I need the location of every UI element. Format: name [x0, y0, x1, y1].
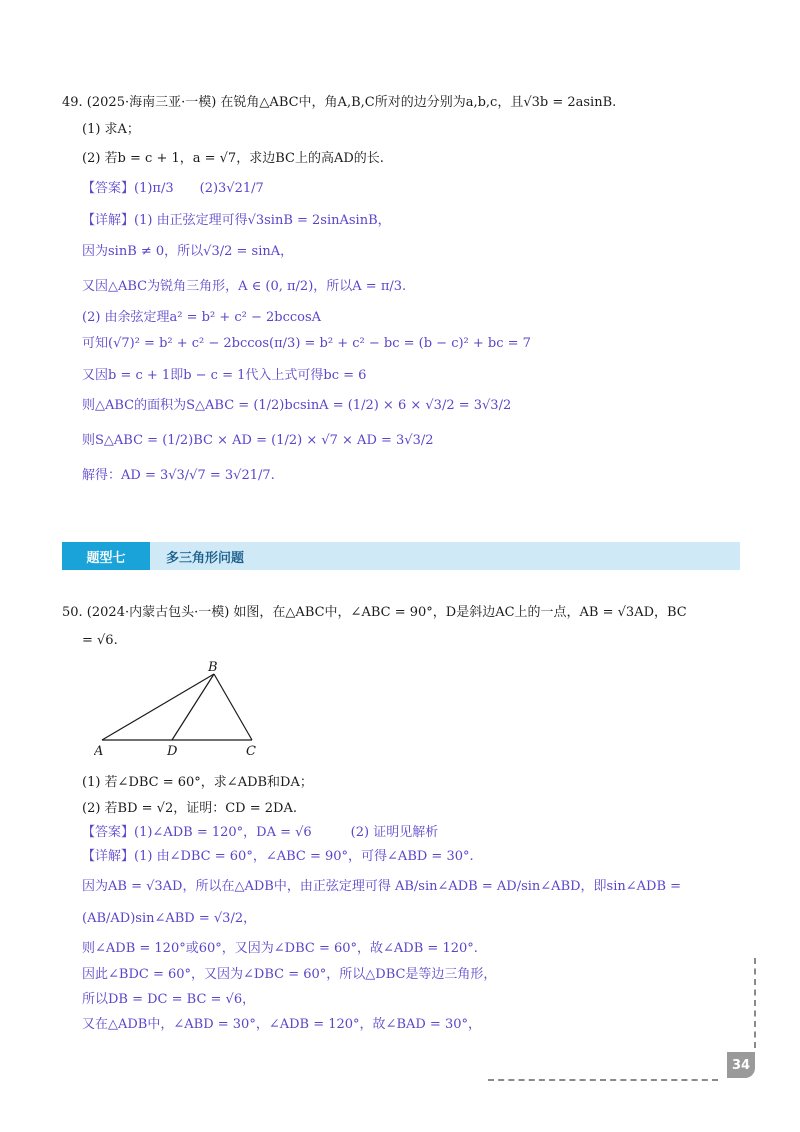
- problem-50-step-1: [82, 848, 474, 866]
- section-title: 多三角形问题: [166, 550, 245, 566]
- problem-49-stem: 49. (2025·海南三亚·一模) 在锐角△ABC中，角A,B,C所对的边分别为a,b,c，且√3b = 2asinB.: [62, 95, 617, 110]
- problem-49-part-2: (2) 若b = c + 1，a = √7，求边BC上的高AD的长.: [82, 151, 384, 166]
- problem-50-stem-line-1: 50. (2024·内蒙古包头·一模) 如图，在△ABC中，∠ABC = 90°，D是斜边AC上的一点，AB = √3AD，BC: [62, 605, 687, 620]
- answer-tag: 【答案】: [82, 181, 135, 196]
- label-a: A: [94, 744, 104, 758]
- label-d: D: [167, 744, 178, 758]
- label-c: C: [246, 744, 256, 758]
- problem-49-step-5: 可知(√7)² = b² + c² − 2bccos(π/3) = b² + c² − bc = (b − c)² + bc = 7: [82, 336, 531, 351]
- problem-49-step-4: (2) 由余弦定理a² = b² + c² − 2bccosA: [82, 310, 322, 325]
- problem-49-step-9: 解得：AD = 3√3/√7 = 3√21/7.: [82, 468, 275, 483]
- section-label: 题型七: [62, 542, 150, 570]
- problem-49-step-8: 则S△ABC = (1/2)BC × AD = (1/2) × √7 × AD = 3√3/2: [82, 433, 434, 448]
- triangle-figure: [94, 658, 274, 758]
- problem-49-step-6: 又因b = c + 1即b − c = 1代入上式可得bc = 6: [82, 368, 367, 383]
- detail-tag: 【详解】: [82, 213, 135, 228]
- problem-50-step-4: 则∠ADB = 120°或60°，又因为∠DBC = 60°，故∠ADB = 120°.: [82, 941, 478, 956]
- problem-50-stem-line-2: = √6.: [82, 633, 118, 648]
- answer-tag: 【答案】: [82, 825, 135, 840]
- problem-50-answer: [82, 824, 438, 842]
- page-corner-dashed-vertical: [754, 958, 756, 1048]
- problem-50-step-2: 因为AB = √3AD，所以在△ADB中，由正弦定理可得 AB/sin∠ADB = AD/sin∠ABD，即sin∠ADB =: [82, 879, 682, 894]
- step-text: (1) 由∠DBC = 60°，∠ABC = 90°，可得∠ABD = 30°.: [134, 849, 474, 864]
- problem-49-step-7: 则△ABC的面积为S△ABC = (1/2)bcsinA = (1/2) × 6 × √3/2 = 3√3/2: [82, 398, 512, 413]
- problem-50-step-5: 因此∠BDC = 60°，又因为∠DBC = 60°，所以△DBC是等边三角形，: [82, 967, 497, 982]
- page-corner-dashed-horizontal: [488, 1079, 718, 1081]
- label-b: B: [208, 660, 218, 675]
- detail-tag: 【详解】: [82, 849, 135, 864]
- segment-bd: [172, 674, 214, 740]
- problem-50-step-3: (AB/AD)sin∠ABD = √3/2，: [82, 911, 257, 926]
- step-text: (1) 由正弦定理可得√3sinB = 2sinAsinB，: [134, 213, 391, 228]
- problem-49-step-1: [82, 212, 391, 230]
- problem-49-part-1: (1) 求A；: [82, 122, 140, 137]
- problem-49-step-3: 又因△ABC为锐角三角形，A ∈ (0, π/2)，所以A = π/3.: [82, 279, 407, 294]
- problem-50-step-6: 所以DB = DC = BC = √6，: [82, 992, 256, 1007]
- segment-ab: [102, 674, 214, 740]
- answer-text: (1)π/3 (2)3√21/7: [134, 181, 264, 196]
- problem-50-part-2: (2) 若BD = √2，证明：CD = 2DA.: [82, 801, 297, 816]
- problem-49-step-2: 因为sinB ≠ 0，所以√3/2 = sinA，: [82, 244, 294, 259]
- answer-text: (1)∠ADB = 120°，DA = √6 (2) 证明见解析: [134, 825, 439, 840]
- problem-50-part-1: (1) 若∠DBC = 60°，求∠ADB和DA；: [82, 775, 313, 790]
- problem-50-step-7: 又在△ADB中，∠ABD = 30°，∠ADB = 120°，故∠BAD = 30°，: [82, 1017, 482, 1032]
- section-band: [62, 542, 740, 570]
- page-number: 34: [727, 1052, 755, 1078]
- problem-49-answer: [82, 180, 264, 198]
- segment-bc: [214, 674, 252, 740]
